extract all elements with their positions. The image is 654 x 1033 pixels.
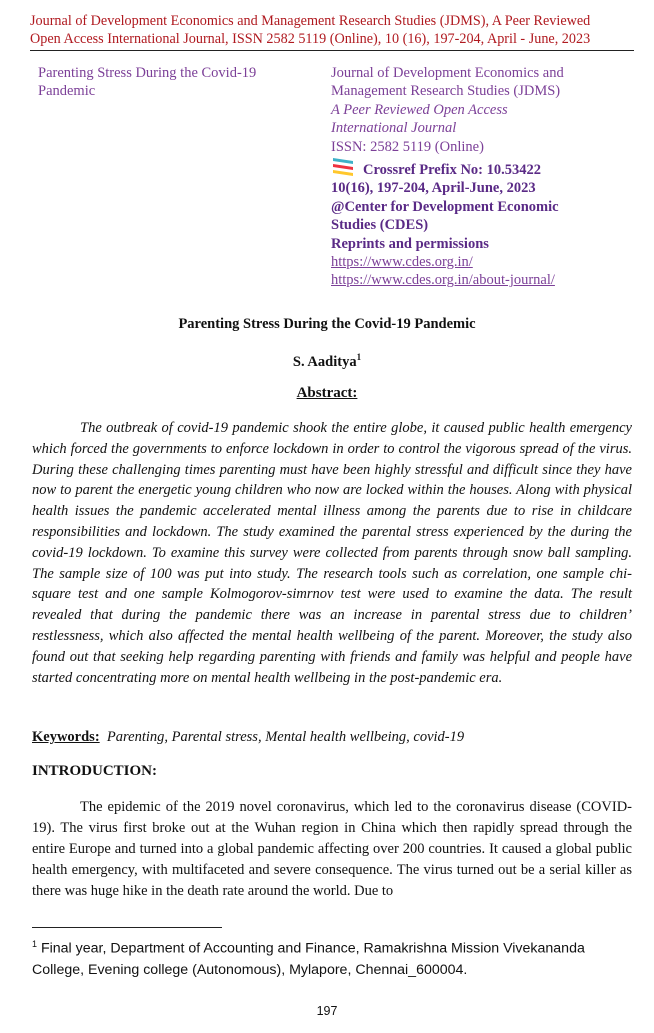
reprints-permissions: Reprints and permissions xyxy=(331,235,489,252)
journal-tagline-line1: A Peer Reviewed Open Access xyxy=(331,101,508,118)
crossref-prefix: Crossref Prefix No: 10.53422 xyxy=(363,162,541,179)
column-short-title-line2: Pandemic xyxy=(38,83,96,99)
cdes-home-link[interactable]: https://www.cdes.org.in/ xyxy=(331,254,473,271)
footnote-marker: 1 xyxy=(32,939,38,949)
journal-issn: ISSN: 2582 5119 (Online) xyxy=(331,138,484,155)
article-author xyxy=(0,352,654,371)
footnote xyxy=(32,934,632,981)
footnote-divider xyxy=(32,927,222,928)
running-header-line2: Open Access International Journal, ISSN 2582 5119 (Online), 10 (16), 197-204, April - June, 2023 xyxy=(30,31,591,47)
keywords-line xyxy=(32,729,632,746)
article-title: Parenting Stress During the Covid-19 Pandemic xyxy=(178,316,476,332)
column-short-title xyxy=(38,64,320,100)
column-short-title-line1: Parenting Stress During the Covid-19 xyxy=(38,65,257,81)
journal-volume: 10(16), 197-204, April-June, 2023 xyxy=(331,180,536,197)
publisher-center-line1: @Center for Development Economic xyxy=(331,198,559,215)
author-footnote-marker: 1 xyxy=(356,352,362,362)
journal-name-line2: Management Research Studies (JDMS) xyxy=(331,83,561,100)
page-number: 197 xyxy=(316,1004,338,1018)
crossref-row xyxy=(331,156,631,179)
introduction-heading: INTRODUCTION: xyxy=(32,763,158,779)
journal-name-line1: Journal of Development Economics and xyxy=(331,65,564,81)
crossref-logo-icon xyxy=(331,156,361,176)
header-divider xyxy=(30,50,634,51)
running-header xyxy=(30,12,634,48)
keywords-label: Keywords: xyxy=(32,729,100,745)
abstract-text: The outbreak of covid-19 pandemic shook the entire globe, it caused public health emergency which forced the governments to enforce lockdown in order to control the vigorous spread of the virus. During these challenging times parenting must have been highly stressful and difficult since they have now to parent the energetic young children who now are locked within the houses. Along with physical health issues the pandemic accelerated mental illness among the parents due to rise in childcare responsibilities and lockdown. The study examined the parental stress experienced by the during the covid-19 lockdown. To examine this survey were collected from parents through snow ball sampling. The sample size of 100 was put into study. The research tools such as correlation, one sample chi-square test and one sample Kolmogorov-simrnov test were used to examine the data. The result revealed that during the pandemic there was an increase in parental stress due to children’ restlessness, which also affected the mental health wellbeing of the parent. Moreover, the study also found out that seeking help regarding parenting with friends and family was helpful and people have started concentrating more on mental health wellbeing in the post-pandemic era. xyxy=(32,420,632,686)
keywords-list: Parenting, Parental stress, Mental health wellbeing, covid-19 xyxy=(106,729,465,745)
cdes-about-journal-link[interactable]: https://www.cdes.org.in/about-journal/ xyxy=(331,272,555,289)
abstract-heading: Abstract: xyxy=(296,385,358,401)
publisher-center-line2: Studies (CDES) xyxy=(331,217,429,234)
journal-tagline-line2: International Journal xyxy=(331,120,457,137)
footnote-text: Final year, Department of Accounting and Finance, Ramakrishna Mission Vivekananda College, Evening college (Autonomous), Mylapore, Chennai_600004. xyxy=(32,940,585,978)
author-name: S. Aaditya xyxy=(292,353,357,370)
journal-info-block xyxy=(331,64,631,290)
running-header-line1: Journal of Development Economics and Management Research Studies (JDMS), A Peer Reviewed xyxy=(30,13,591,29)
introduction-text: The epidemic of the 2019 novel coronavirus, which led to the coronavirus disease (COVID-19). The virus first broke out at the Wuhan region in China which then rapidly spread through the entire Europe and turned into a global pandemic affecting over 200 countries. It caused a global public health emergency, with multifaceted and severe consequence. The virus turned out be a serial killer as there was huge hike in the death rate around the world. Due to xyxy=(32,799,632,899)
